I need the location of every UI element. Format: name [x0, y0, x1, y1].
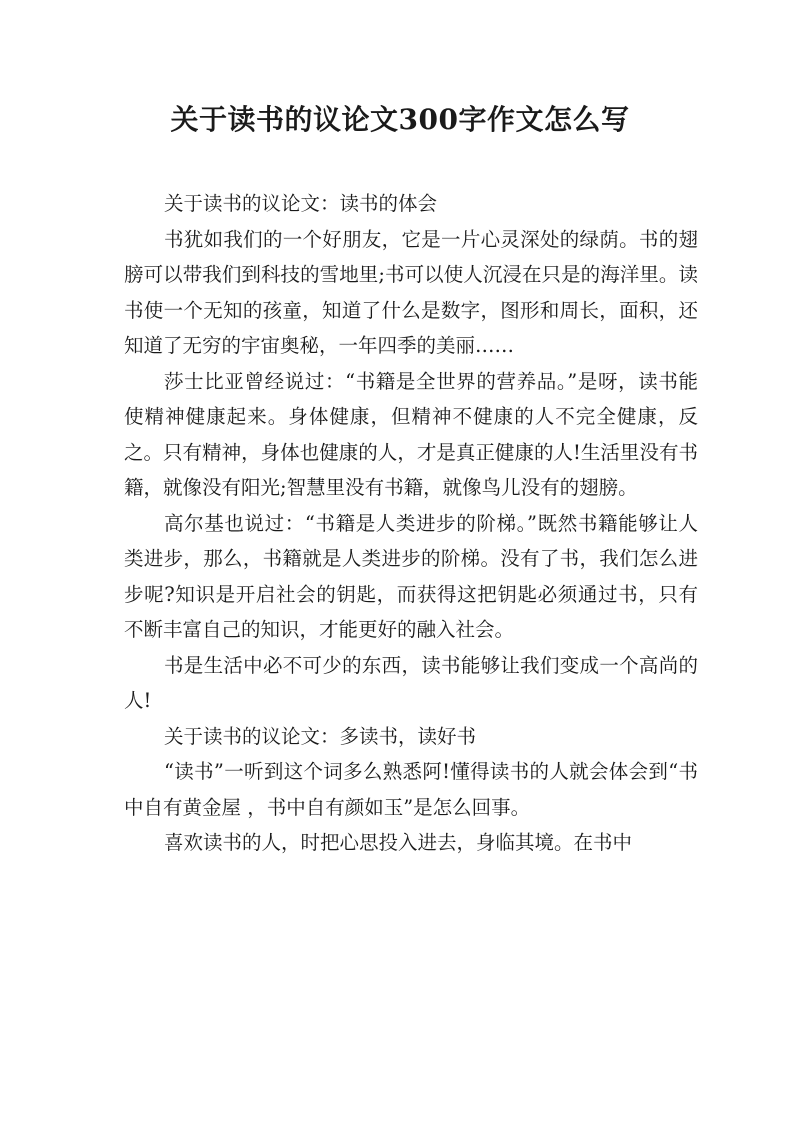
document-title: 关于读书的议论文300字作文怎么写	[170, 103, 630, 136]
paragraph: “读书”一听到这个词多么熟悉阿!懂得读书的人就会体会到“书中自有黄金屋 ，书中自有颜如玉”是怎么回事。	[124, 760, 698, 819]
document-body	[124, 186, 698, 861]
paragraph: 高尔基也说过：“书籍是人类进步的阶梯。”既然书籍能够让人类进步，那么，书籍就是人类进步的阶梯。没有了书，我们怎么进步呢?知识是开启社会的钥匙，而获得这把钥匙必须通过书，只有不断丰富自己的知识，才能更好的融入社会。	[124, 511, 698, 641]
paragraph: 书犹如我们的一个好朋友，它是一片心灵深处的绿荫。书的翅膀可以带我们到科技的雪地里;书可以使人沉浸在只是的海洋里。读书使一个无知的孩童，知道了什么是数字，图形和周长，面积，还知道了无穷的宇宙奥秘，一年四季的美丽……	[124, 227, 698, 357]
section-heading: 关于读书的议论文：读书的体会	[164, 192, 438, 215]
paragraph: 喜欢读书的人，时把心思投入进去，身临其境。在书中	[164, 831, 633, 854]
paragraph: 书是生活中必不可少的东西，读书能够让我们变成一个高尚的人!	[124, 653, 698, 712]
paragraph: 莎士比亚曾经说过：“书籍是全世界的营养品。”是呀，读书能使精神健康起来。身体健康，但精神不健康的人不完全健康，反之。只有精神，身体也健康的人，才是真正健康的人!生活里没有书籍，就像没有阳光;智慧里没有书籍，就像鸟儿没有的翅膀。	[124, 369, 698, 499]
section-heading: 关于读书的议论文：多读书，读好书	[164, 724, 477, 748]
